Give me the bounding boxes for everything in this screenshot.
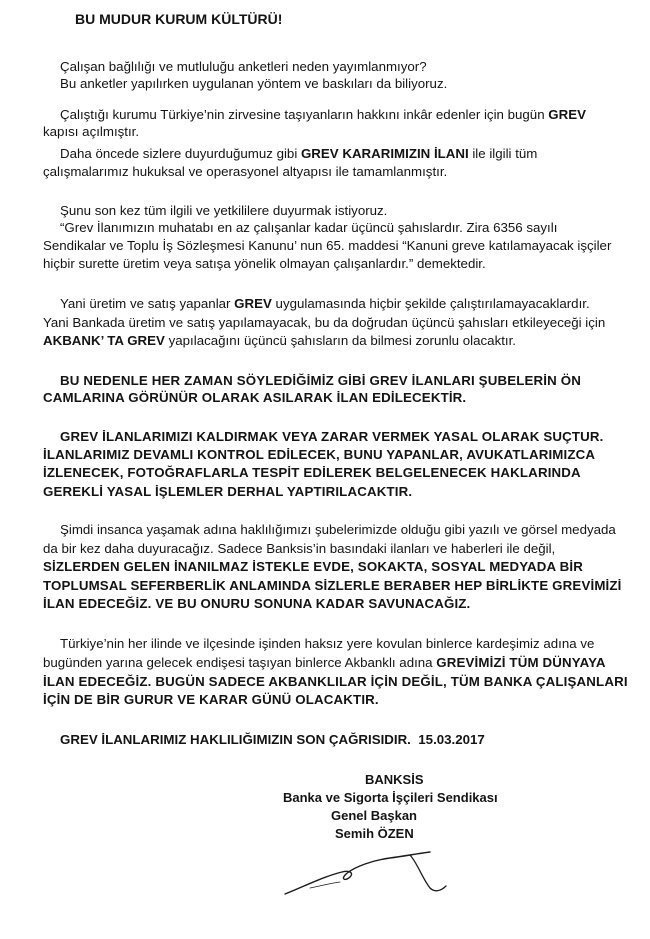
p5-line-3 <box>43 333 516 349</box>
p9-line-2 <box>43 655 606 671</box>
p9-line-1: Türkiye’nin her ilinde ve ilçesinde işinden haksız yere kovulan binlerce kardeşimiz adına ve <box>60 636 595 651</box>
p2-line-2: kapısı açılmıştır. <box>43 124 140 139</box>
p8-line-1: Şimdi insanca yaşamak adına haklılığımızı şubelerimizde olduğu gibi yazılı ve görsel medyada <box>60 522 616 537</box>
p5-text-d: yapılacağını üçüncü şahısların da bilmesi zorunlu olacaktır. <box>164 333 516 348</box>
signature-name: Semih ÖZEN <box>335 826 414 841</box>
p5-akbank-grev: AKBANK’ TA GREV <box>43 333 165 348</box>
p5-text-c: uygulamasında hiçbir şekilde çalıştırılamayacaklardır. <box>271 296 590 311</box>
signature-union: Banka ve Sigorta İşçileri Sendikası <box>283 790 498 805</box>
document-title: BU MUDUR KURUM KÜLTÜRÜ! <box>75 11 283 27</box>
handwritten-signature <box>280 842 460 902</box>
p7-line-1: GREV İLANLARIMIZI KALDIRMAK VEYA ZARAR VERMEK YASAL OLARAK SUÇTUR. <box>60 429 604 444</box>
p7-line-4: GEREKLİ YASAL İŞLEMLER DERHAL YAPTIRILACAKTIR. <box>43 484 413 499</box>
p4-line-2: “Grev İlanımızın muhatabı en az çalışanlar kadar üçüncü şahıslardır. Zira 6356 sayılı <box>60 220 558 235</box>
p1-line-1: Çalışan bağlılığı ve mutluluğu anketleri neden yayımlanmıyor? <box>60 59 427 74</box>
p8-line-2: da bir kez daha duyuracağız. Sadece Banksis’in basındaki ilanları ve haberleri ile değil, <box>43 541 556 556</box>
signature-role: Genel Başkan <box>331 808 417 823</box>
p3-text-c: ile ilgili tüm <box>468 146 538 161</box>
p7-line-3: İZLENECEK, FOTOĞRAFLARLA TESPİT EDİLEREK BELGELENECEK HAKLARINDA <box>43 465 581 480</box>
p9-line-3: İLAN EDECEĞİZ. BUGÜN SADECE AKBANKLILAR İÇİN DEĞİL, TÜM BANKA ÇALIŞANLARI <box>43 674 628 689</box>
p9-text-a: bugünden yarına gelecek endişesi taşıyan binlerce Akbanklı adına <box>43 655 437 670</box>
p3-text-a: Daha öncede sizlere duyurduğumuz gibi <box>60 146 301 161</box>
p8-line-5: İLAN EDECEĞİZ. VE BU ONURU SONUNA KADAR SAVUNACAĞIZ. <box>43 596 471 611</box>
p3-line-1 <box>60 146 537 162</box>
closing-date: 15.03.2017 <box>418 732 485 747</box>
p2-text: Çalıştığı kurumu Türkiye’nin zirvesine taşıyanların hakkını inkâr edenler için bugün <box>60 107 549 122</box>
p6-line-2: CAMLARINA GÖRÜNÜR OLARAK ASILARAK İLAN EDİLECEKTİR. <box>43 390 467 405</box>
p5-text-a: Yani üretim ve satış yapanlar <box>60 296 235 311</box>
signature-org: BANKSİS <box>365 772 424 787</box>
p6-line-1: BU NEDENLE HER ZAMAN SÖYLEDİĞİMİZ GİBİ GREV İLANLARI ŞUBELERİN ÖN <box>60 373 581 388</box>
p4-line-3: Sendikalar ve Toplu İş Sözleşmesi Kanunu’ nun 65. maddesi “Kanuni greve katılamayacak işçiler <box>43 238 612 253</box>
p8-line-4: TOPLUMSAL SEFERBERLİK ANLAMINDA SİZLERLE BERABER HEP BİRLİKTE GREVİMİZİ <box>43 578 622 593</box>
p5-line-1 <box>60 296 590 312</box>
p4-line-1: Şunu son kez tüm ilgili ve yetkililere duyurmak istiyoruz. <box>60 203 388 218</box>
p2-line-1 <box>60 107 586 123</box>
p3-line-2: çalışmalarımız hukuksal ve operasyonel altyapısı ile tamamlanmıştır. <box>43 164 448 179</box>
p8-line-3: SİZLERDEN GELEN İNANILMAZ İSTEKLE EVDE, SOKAKTA, SOSYAL MEDYADA BİR <box>43 559 584 574</box>
p3-bold: GREV KARARIMIZIN İLANI <box>300 146 469 161</box>
closing-line <box>60 732 485 748</box>
p7-line-2: İLANLARIMIZ DEVAMLI KONTROL EDİLECEK, BUNU YAPANLAR, AVUKATLARIMIZCA <box>43 447 596 462</box>
p9-bold: GREVİMİZİ TÜM DÜNYAYA <box>436 655 606 670</box>
p5-grev: GREV <box>234 296 272 311</box>
p1-line-2: Bu anketler yapılırken uygulanan yöntem ve baskıları da biliyoruz. <box>60 76 448 91</box>
closing-text: GREV İLANLARIMIZ HAKLILIĞIMIZIN SON ÇAĞRISIDIR. <box>60 732 411 747</box>
p2-grev: GREV <box>548 107 586 122</box>
p4-line-4: hiçbir surette üretim veya satışa yönelik olmayan çalışanlardır.” demektedir. <box>43 256 486 271</box>
p9-line-4: İÇİN DE BİR GURUR VE KARAR GÜNÜ OLACAKTIR. <box>43 692 379 707</box>
p5-line-2: Yani Bankada üretim ve satış yapılamayacak, bu da doğrudan üçüncü şahısları etkileyeceği için <box>43 315 606 330</box>
